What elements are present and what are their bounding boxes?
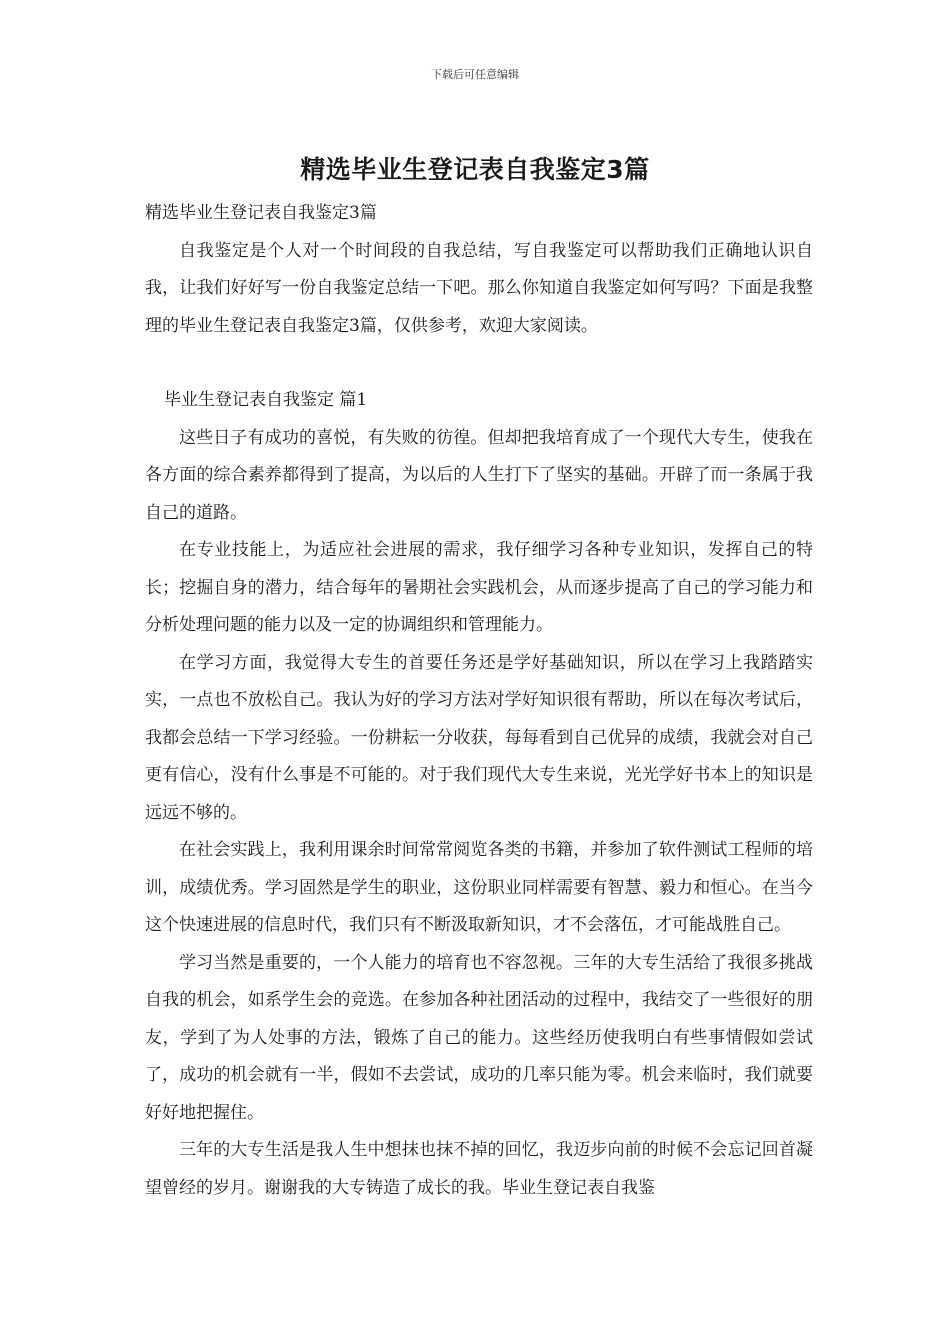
intro-paragraph: 自我鉴定是个人对一个时间段的自我总结，写自我鉴定可以帮助我们正确地认识自我，让我们好好写一份自我鉴定总结一下吧。那么你知道自我鉴定如何写吗？下面是我整理的毕业生登记表自我鉴定3篇，仅供参考，欢迎大家阅读。 — [145, 240, 813, 336]
body-paragraph: 在社会实践上，我利用课余时间常常阅览各类的书籍，并参加了软件测试工程师的培训，成绩优秀。学习固然是学生的职业，这份职业同样需要有智慧、毅力和恒心。在当今这个快速进展的信息时代，我们只有不断汲取新知识，才不会落伍，才可能战胜自己。 — [145, 840, 813, 935]
body-paragraph: 这些日子有成功的喜悦，有失败的彷徨。但却把我培育成了一个现代大专生，使我在各方面的综合素养都得到了提高，为以后的人生打下了坚实的基础。开辟了而一条属于我自己的道路。 — [145, 427, 813, 523]
document-subtitle: 精选毕业生登记表自我鉴定3篇 — [145, 203, 377, 223]
body-paragraph: 在专业技能上，为适应社会进展的需求，我仔细学习各种专业知识，发挥自己的特长；挖掘自身的潜力，结合每年的暑期社会实践机会，从而逐步提高了自己的学习能力和分析处理问题的能力以及一定的协调组织和管理能力。 — [145, 540, 813, 635]
body-paragraph: 三年的大专生活是我人生中想抹也抹不掉的回忆，我迈步向前的时候不会忘记回首凝望曾经的岁月。谢谢我的大专铸造了成长的我。毕业生登记表自我鉴 — [145, 1140, 813, 1198]
section-heading: 毕业生登记表自我鉴定 篇1 — [164, 390, 368, 410]
document-title: 精选毕业生登记表自我鉴定3篇 — [300, 155, 650, 184]
body-paragraph: 学习当然是重要的，一个人能力的培育也不容忽视。三年的大专生活给了我很多挑战自我的机会，如系学生会的竞选。在参加各种社团活动的过程中，我结交了一些很好的朋友，学到了为人处事的方法，锻炼了自己的能力。这些经历使我明白有些事情假如尝试了，成功的机会就有一半，假如不去尝试，成功的几率只能为零。机会来临时，我们就要好好地把握住。 — [145, 952, 813, 1123]
body-paragraph: 在学习方面，我觉得大专生的首要任务还是学好基础知识，所以在学习上我踏踏实实，一点也不放松自己。我认为好的学习方法对学好知识很有帮助，所以在每次考试后，我都会总结一下学习经验。一份耕耘一分收获，每每看到自己优异的成绩，我就会对自己更有信心，没有什么事是不可能的。对于我们现代大专生来说，光光学好书本上的知识是远远不够的。 — [145, 652, 813, 823]
document-body — [145, 195, 813, 1207]
page-header-note: 下载后可任意编辑 — [431, 68, 519, 81]
